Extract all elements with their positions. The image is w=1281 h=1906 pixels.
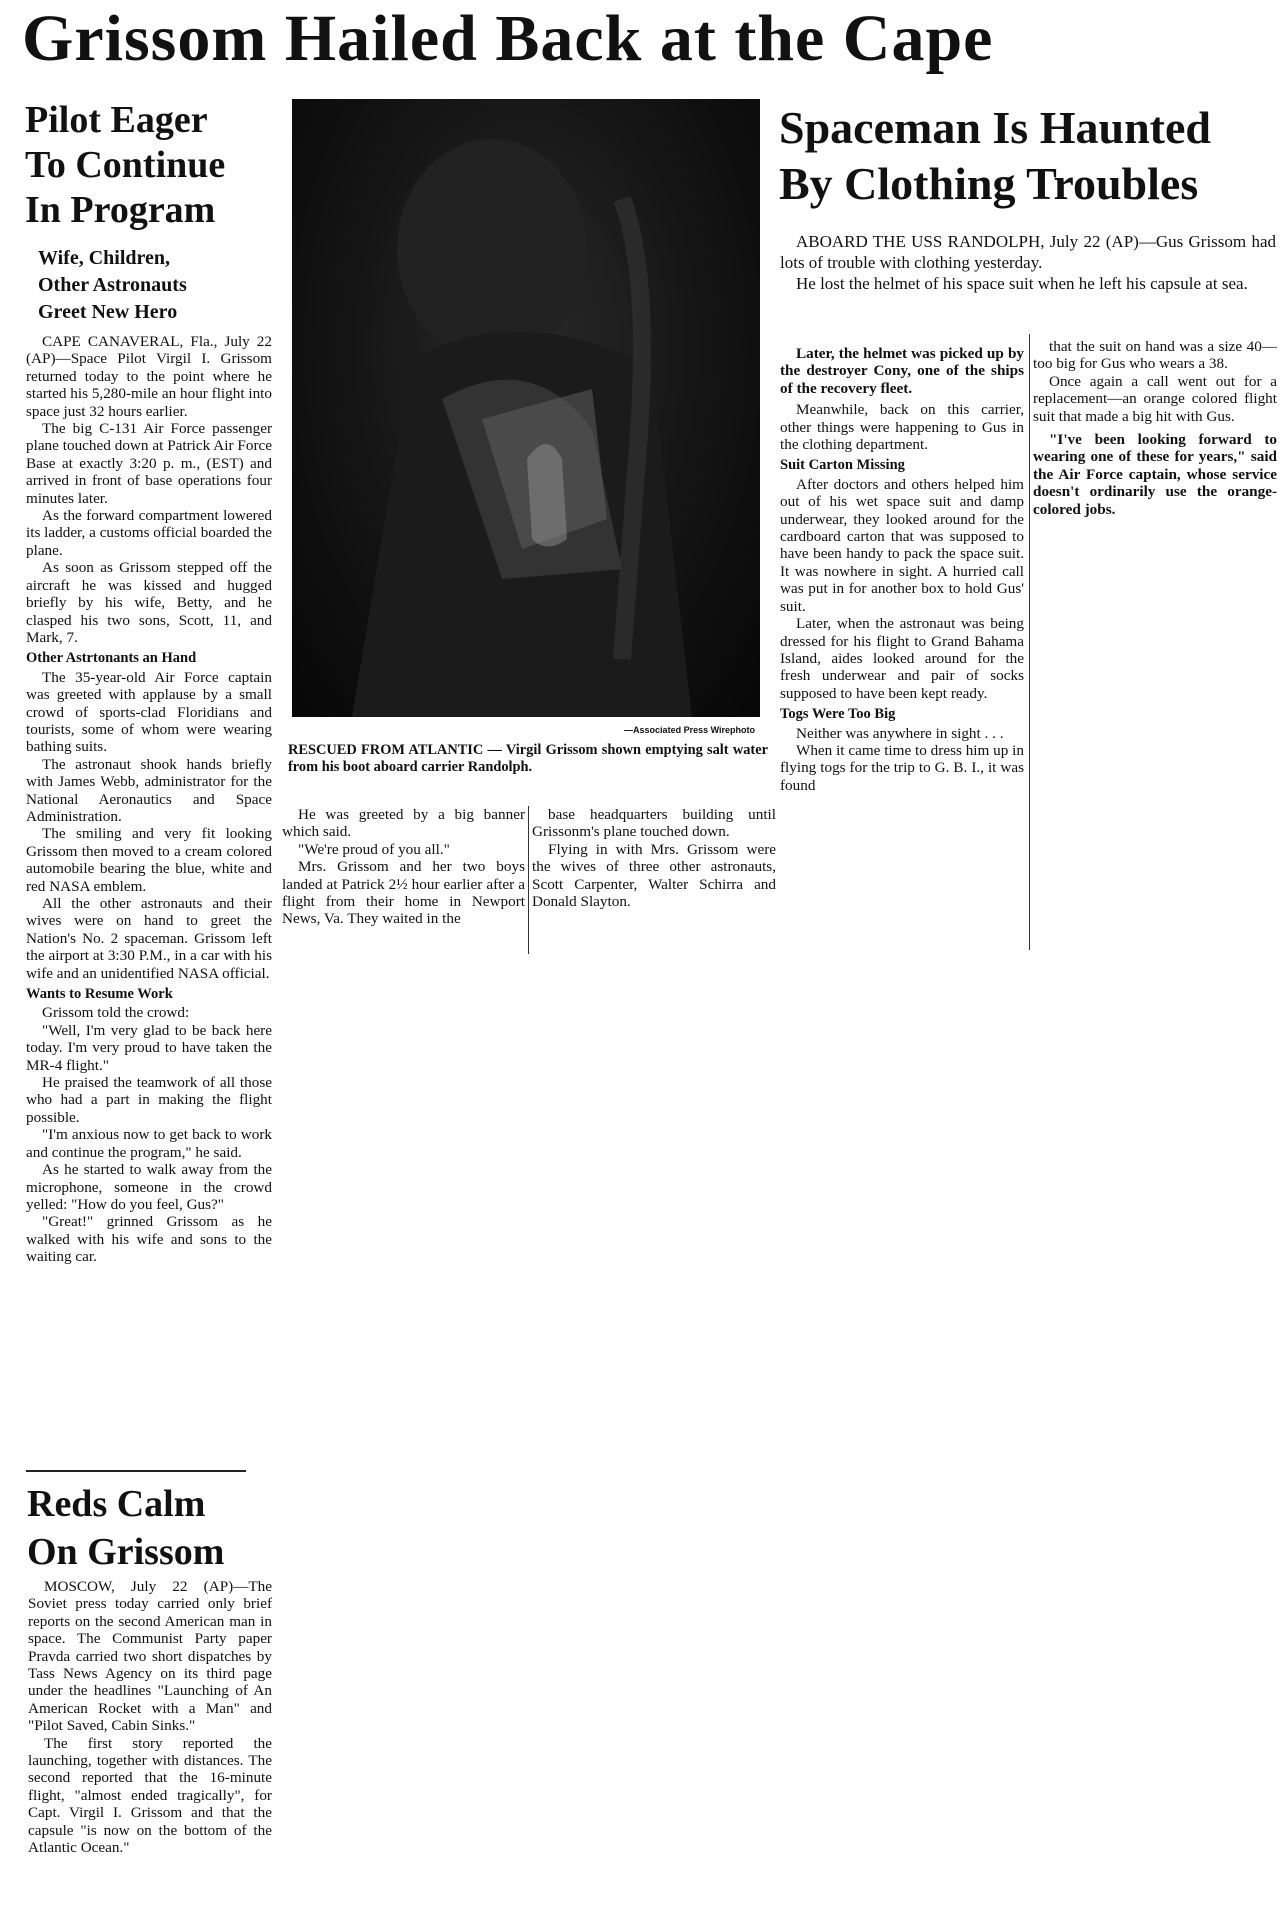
headline-line: Pilot Eager [25, 99, 208, 141]
subhead: Suit Carton Missing [780, 457, 905, 474]
paragraph: that the suit on hand was a size 40—too big for Gus who wears a 38. [1033, 338, 1277, 373]
astronaut-photo-image [292, 99, 760, 717]
paragraph: The 35-year-old Air Force captain was greeted with applause by a small crowd of sports-clad Floridians and tourists, some of whom were wearing bathing suits. [26, 668, 272, 756]
right-story-lead [780, 231, 1276, 294]
paragraph: "Well, I'm very glad to be back here today. I'm very proud to have taken the MR-4 flight." [26, 1021, 272, 1074]
paragraph: He lost the helmet of his space suit when he left his capsule at sea. [796, 274, 1248, 293]
headline-line: To Continue [25, 144, 226, 186]
subhead: Other Astrtonants an Hand [26, 650, 197, 667]
paragraph: Later, when the astronaut was being dressed for his flight to Grand Bahama Island, aides looked around for the fresh underwear and pair of socks supposed to have been kept ready. [780, 615, 1024, 702]
right-story-headline [779, 100, 1259, 212]
paragraph: After doctors and others helped him out of his wet space suit and damp underwear, they looked around for the cardboard carton that was supposed to have been handy to pack the space suit. It was nowhere in sight. A hurried call was put in for another box to hold Gus' suit. [780, 475, 1024, 615]
right-column-b [1033, 338, 1277, 518]
story-divider [26, 1470, 246, 1472]
paragraph: Mrs. Grissom and her two boys landed at Patrick 2½ hour earlier after a flight from their home in Newport News, Va. They waited in the [282, 858, 525, 928]
paragraph: All the other astronauts and their wives were on hand to greet the Nation's No. 2 spaceman. Grissom left the airport at 3:30 P.M., in a car with his wife and an unidentified NASA official. [26, 895, 272, 982]
column-rule [1029, 334, 1030, 950]
paragraph: When it came time to dress him up in flying togs for the trip to G. B. I., it was found [780, 741, 1024, 794]
paragraph: ABOARD THE USS RANDOLPH, July 22 (AP)—Gus Grissom had lots of trouble with clothing yesterday. [780, 232, 1276, 272]
paragraph: The big C-131 Air Force passenger plane touched down at Patrick Air Force Base at exactly 3:20 p. m., (EST) and arrived in front of base operations four minutes later. [26, 420, 272, 507]
paragraph: MOSCOW, July 22 (AP)—The Soviet press today carried only brief reports on the second American man in space. The Communist Party paper Pravda carried two short dispatches by Tass News Agency on its third page under the headlines "Launching of An American Rocket with a Man" and "Pilot Saved, Cabin Sinks." [28, 1578, 272, 1735]
left-story-body [26, 333, 272, 1266]
headline-line: By Clothing Troubles [779, 158, 1199, 209]
middle-column-b [532, 806, 776, 910]
paragraph: "Great!" grinned Grissom as he walked with his wife and sons to the waiting car. [26, 1213, 272, 1266]
paragraph: He was greeted by a big banner which said. [282, 806, 525, 841]
main-headline: Grissom Hailed Back at the Cape [22, 2, 994, 75]
headline-line: Spaceman Is Haunted [779, 102, 1211, 153]
paragraph: The first story reported the launching, together with distances. The second reported that the 16-minute flight, "almost ended tragically", for Capt. Virgil I. Grissom and that the capsule "is now on the bottom of the Atlantic Ocean." [28, 1734, 272, 1857]
paragraph: Grissom told the crowd: [42, 1004, 190, 1022]
photo-credit: —Associated Press Wirephoto [624, 725, 755, 735]
left-story-headline [25, 98, 275, 233]
middle-column-a [282, 806, 525, 928]
deck-line: Wife, Children, [38, 247, 171, 269]
column-rule [528, 806, 529, 954]
paragraph: "I've been looking forward to wearing one of these for years," said the Air Force captain, whose service doesn't ordinarily use the orange-colored jobs. [1033, 431, 1277, 518]
headline-line: On Grissom [27, 1531, 225, 1573]
paragraph: Meanwhile, back on this carrier, other things were happening to Gus in the clothing department. [780, 401, 1024, 454]
paragraph: Flying in with Mrs. Grissom were the wives of three other astronauts, Scott Carpenter, Walter Schirra and Donald Slayton. [532, 840, 776, 911]
paragraph: As soon as Grissom stepped off the aircraft he was kissed and hugged briefly by his wife, Betty, and he clasped his two sons, Scott, 11, and Mark, 7. [26, 559, 272, 646]
reds-story-body [28, 1578, 272, 1857]
deck-line: Greet New Hero [38, 301, 178, 323]
paragraph: The astronaut shook hands briefly with James Webb, administrator for the National Aeronautics and Space Administration. [26, 755, 272, 825]
paragraph: The smiling and very fit looking Grissom then moved to a cream colored automobile bearing the blue, white and red NASA emblem. [26, 825, 272, 895]
paragraph: "I'm anxious now to get back to work and continue the program," he said. [26, 1126, 272, 1161]
paragraph: "We're proud of you all." [298, 840, 450, 858]
paragraph: Once again a call went out for a replacement—an orange colored flight suit that made a big hit with Gus. [1033, 372, 1277, 425]
photo-caption: RESCUED FROM ATLANTIC — Virgil Grissom shown emptying salt water from his boot aboard carrier Randolph. [288, 742, 768, 775]
news-photo [292, 99, 760, 717]
paragraph: As he started to walk away from the microphone, someone in the crowd yelled: "How do you feel, Gus?" [26, 1161, 272, 1213]
headline-line: Reds Calm [27, 1483, 206, 1525]
headline-line: In Program [25, 189, 216, 231]
paragraph: CAPE CANAVERAL, Fla., July 22 (AP)—Space Pilot Virgil I. Grissom returned today to the point where he started his 5,280-mile an hour flight into space just 32 hours earlier. [26, 333, 272, 420]
left-story-deck [38, 245, 238, 326]
subhead: Wants to Resume Work [26, 986, 173, 1003]
right-column-a [780, 345, 1024, 794]
reds-story-headline [27, 1480, 267, 1576]
paragraph: Later, the helmet was picked up by the destroyer Cony, one of the ships of the recovery fleet. [780, 345, 1024, 397]
subhead: Togs Were Too Big [780, 706, 896, 723]
deck-line: Other Astronauts [38, 274, 187, 296]
paragraph: base headquarters building until Grissonm's plane touched down. [532, 806, 776, 841]
paragraph: He praised the teamwork of all those who had a part in making the flight possible. [26, 1074, 272, 1126]
paragraph: As the forward compartment lowered its ladder, a customs official boarded the plane. [26, 507, 272, 559]
paragraph: Neither was anywhere in sight . . . [796, 724, 1004, 742]
